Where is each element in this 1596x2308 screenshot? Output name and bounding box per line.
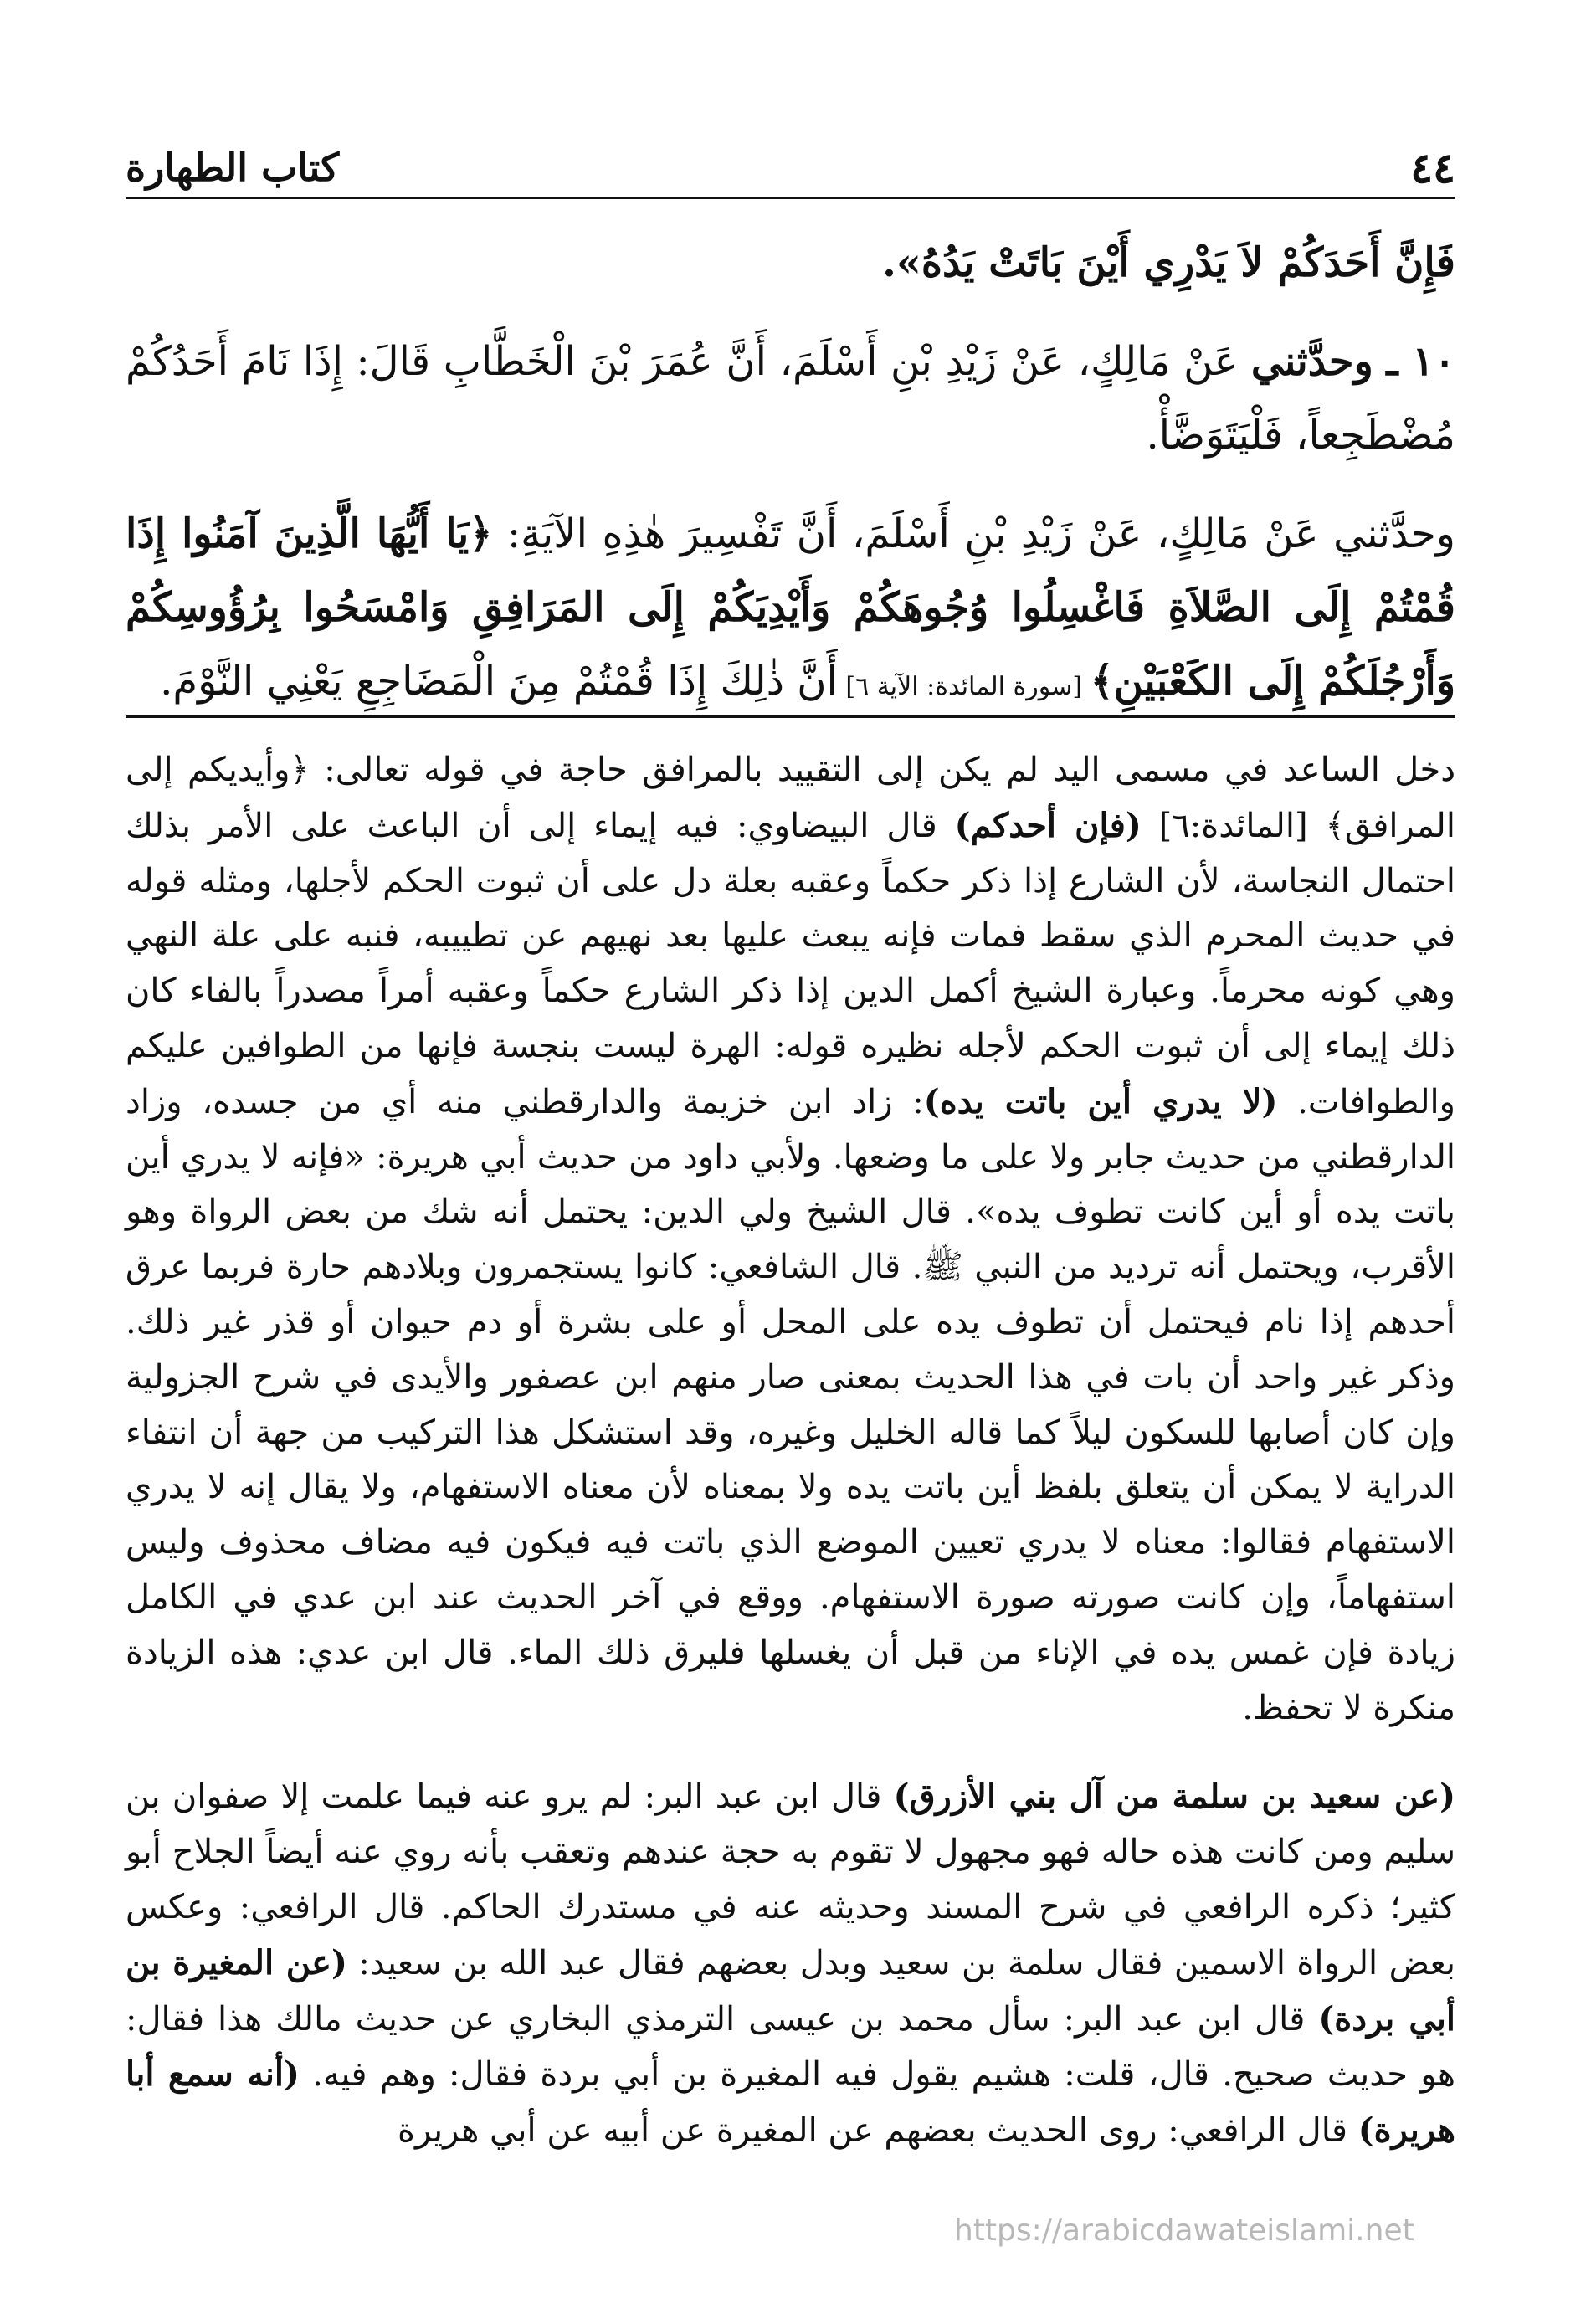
- commentary-text: دخل الساعد في مسمى اليد لم يكن إلى التقييد بالمرافق حاجة في قوله تعالى: ﴿وأيديكم إلى المرافق﴾ [المائدة:٦]: [126, 751, 1456, 845]
- hadith-number: ١٠ ـ: [1386, 338, 1456, 385]
- commentary-paragraph-1: [126, 743, 1455, 1736]
- verse-reference: [سورة المائدة: الآية ٦]: [837, 672, 1091, 701]
- footnote-divider: [126, 715, 1455, 718]
- page-number: ٤٤: [1410, 142, 1455, 192]
- narration-intro: وحدَّثني: [1250, 338, 1373, 385]
- hadith-text: عَنْ مَالِكٍ، عَنْ زَيْدِ بْنِ أَسْلَمَ، أَنَّ عُمَرَ بْنَ الْخَطَّابِ قَالَ: إِذَا نَامَ أَحَدُكُمْ مُضْطَجِعاً، فَلْيَتَوَضَّأْ.: [126, 338, 1455, 459]
- page-header: [126, 138, 1455, 199]
- book-title: كتاب الطهارة: [126, 145, 340, 190]
- commentary-keyword: (فإن أحدكم): [954, 805, 1142, 845]
- tafsir-paragraph: [126, 497, 1455, 724]
- commentary-keyword: (عن المغيرة بن أبي بردة): [126, 1942, 1455, 2039]
- commentary-paragraph-2: [126, 1769, 1455, 2159]
- commentary-keyword: (أنه سمع أبا هريرة): [126, 2054, 1455, 2151]
- watermark-url: https://arabicdawateislami.net: [954, 2213, 1414, 2248]
- commentary-keyword: (لا يدري أين باتت يده): [923, 1081, 1278, 1121]
- tafsir-end: أَنَّ ذٰلِكَ إِذَا قُمْتُمْ مِنَ الْمَضَاجِعِ يَعْنِي النَّوْمَ.: [160, 658, 838, 705]
- quran-verse: ﴿يَا أَيُّهَا الَّذِينَ آمَنُوا إِذَا قُمْتُمْ إِلَى الصَّلاَةِ فَاغْسِلُوا وُجُوهَكُمْ وَأَيْدِيَكُمْ إِلَى المَرَافِقِ وَامْسَحُوا بِرُؤُوسِكُمْ وَأَرْجُلَكُمْ إِلَى الكَعْبَيْنِ﴾: [126, 510, 1455, 705]
- commentary-keyword: (عن سعيد بن سلمة من آل بني الأزرق): [893, 1777, 1455, 1817]
- commentary-text: : زاد ابن خزيمة والدارقطني منه أي من جسده، وزاد الدارقطني من حديث جابر ولا على ما وضعها. ولأبي داود من حديث أبي هريرة: «فإنه لا يدري أين باتت يده أو أين كانت تطوف يده». قال الشيخ ولي الدين: يحتمل أنه شك من بعض الرواة وهو الأقرب، ويحتمل أنه ترديد من النبي ﷺ. قال الشافعي: كانوا يستجمرون وبلادهم حارة فربما عرق أحدهم إذا نام فيحتمل أن تطوف يده على المحل أو على بشرة أو دم حيوان أو قذر غير ذلك. وذكر غير واحد أن بات في هذا الحديث بمعنى صار منهم ابن عصفور والأيدى في شرح الجزولية وإن كان أصابها للسكون ليلاً كما قاله الخليل وغيره، وقد استشكل هذا التركيب من جهة أن انتفاء الدراية لا يمكن أن يتعلق بلفظ أين باتت يده ولا بمعناه لأن معناه الاستفهام، ولا يقال إنه لا يدري الاستفهام فقالوا: معناه لا يدري تعيين الموضع الذي باتت فيه فيكون فيه مضاف محذوف وليس استفهاماً، وإن كانت صورته صورة الاستفهام. ووقع في آخر الحديث عند ابن عدي في الكامل زيادة فإن غمس يده في الإناء من قبل أن يغسلها فليرق ذلك الماء. قال ابن عدي: هذه الزيادة منكرة لا تحفظ.: [126, 1082, 1456, 1727]
- main-text: [126, 226, 1455, 749]
- commentary-text: قال ابن عبد البر: لم يرو عنه فيما علمت إلا صفوان بن سليم ومن كانت هذه حاله فهو مجهول لا تقوم به حجة عندهم وتعقب بأنه روي عنه أيضاً الجلاح أبو كثير؛ ذكره الرافعي في شرح المسند وحديثه عنه في مستدرك الحاكم. قال الرافعي: وعكس بعض الرواة الاسمين فقال سلمة بن سعيد وبدل بعضهم فقال عبد الله بن سعيد:: [126, 1777, 1456, 1982]
- tafsir-intro: وحدَّثني عَنْ مَالِكٍ، عَنْ زَيْدِ بْنِ أَسْلَمَ، أَنَّ تَفْسِيرَ هٰذِهِ الآيَةِ:: [492, 510, 1455, 557]
- commentary-text: قال ابن عبد البر: سأل محمد بن عيسى الترمذي البخاري عن حديث مالك هذا فقال: هو حديث صحيح. قال، قلت: هشيم يقول فيه المغيرة بن أبي بردة فقال: وهم فيه.: [126, 1999, 1455, 2095]
- commentary-text: قال البيضاوي: فيه إيماء إلى أن الباعث على الأمر بذلك احتمال النجاسة، لأن الشارع إذا ذكر حكماً وعقبه بعلة دل على أن ثبوت الحكم لأجلها، ومثله قوله في حديث المحرم الذي سقط فمات فإنه يبعث عليها بعد نهيهم عن تطييبه، فنبه على علة النهي وهي كونه محرماً. وعبارة الشيخ أكمل الدين إذا ذكر الشارع حكماً وعقبه أمراً مصدراً بالفاء كان ذلك إيماء إلى أن ثبوت الحكم لأجله نظيره قوله: الهرة ليست بنجسة فإنها من الطوافين عليكم والطوافات.: [126, 806, 1455, 1121]
- hadith-ending: فَإِنَّ أَحَدَكُمْ لاَ يَدْرِي أَيْنَ بَاتَتْ يَدُهُ».: [882, 239, 1455, 286]
- commentary-text: قال الرافعي: روى الحديث بعضهم عن المغيرة عن أبيه عن أبي هريرة: [397, 2111, 1358, 2151]
- hadith-10: [126, 325, 1455, 472]
- commentary-section: [126, 743, 1455, 2159]
